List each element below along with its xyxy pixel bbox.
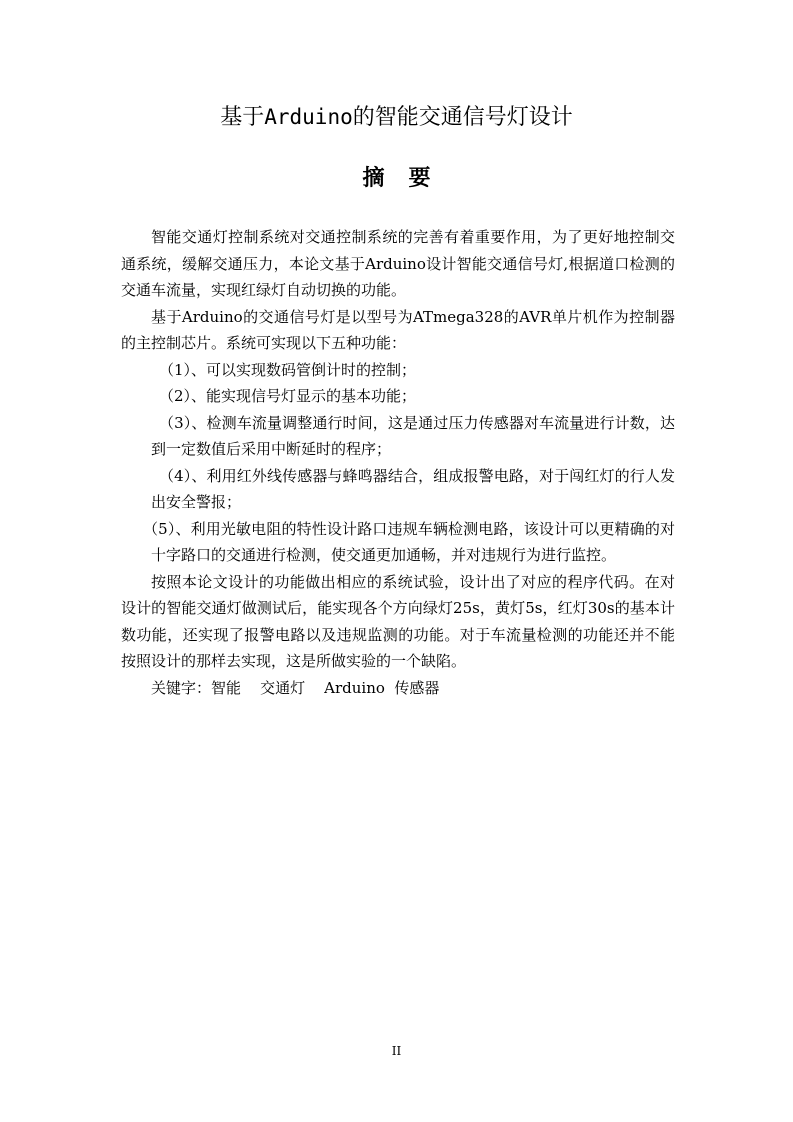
abstract-paragraph-3: 按照本论文设计的功能做出相应的系统试验，设计出了对应的程序代码。在对设计的智能交通灯做测试后，能实现各个方向绿灯25s，黄灯5s，红灯30s的基本计数功能，还实现了报警电路以及违规监测的功能。对于车流量检测的功能还并不能按照设计的那样去实现，这是所做实验的一个缺陷。: [121, 572, 675, 670]
thesis-title: [0, 101, 793, 134]
function-item-1: （1）、可以实现数码管倒计时的控制；: [159, 360, 417, 379]
abstract-paragraph-2: 基于Arduino的交通信号灯是以型号为ATmega328的AVR单片机作为控制器的主控制芯片。系统可实现以下五种功能：: [121, 307, 675, 352]
keywords: 关键字：智能 交通灯 Arduino 传感器: [151, 678, 440, 697]
abstract-heading: 摘要: [362, 166, 455, 191]
function-item-4: （4）、利用红外线传感器与蜂鸣器结合，组成报警电路，对于闯红灯的行人发出安全警报；: [151, 466, 675, 511]
abstract-paragraph-1: 智能交通灯控制系统对交通控制系统的完善有着重要作用，为了更好地控制交通系统，缓解交通压力，本论文基于Arduino设计智能交通信号灯,根据道口检测的交通车流量，实现红绿灯自动切换的功能。: [121, 228, 675, 299]
abstract-body: [121, 224, 675, 701]
title-suffix: 的智能交通信号灯设计: [352, 105, 573, 130]
function-item-5: （5）、利用光敏电阻的特性设计路口违规车辆检测电路，该设计可以更精确的对十字路口的交通进行检测，使交通更加通畅，并对违规行为进行监控。: [143, 519, 675, 564]
title-prefix: 基于: [220, 105, 265, 130]
function-item-3: （3）、检测车流量调整通行时间，这是通过压力传感器对车流量进行计数，达到一定数值后采用中断延时的程序；: [151, 413, 675, 458]
function-item-2: （2）、能实现信号灯显示的基本功能；: [159, 387, 417, 405]
title-arduino: Arduino: [264, 105, 353, 129]
page-number: II: [391, 1044, 402, 1058]
